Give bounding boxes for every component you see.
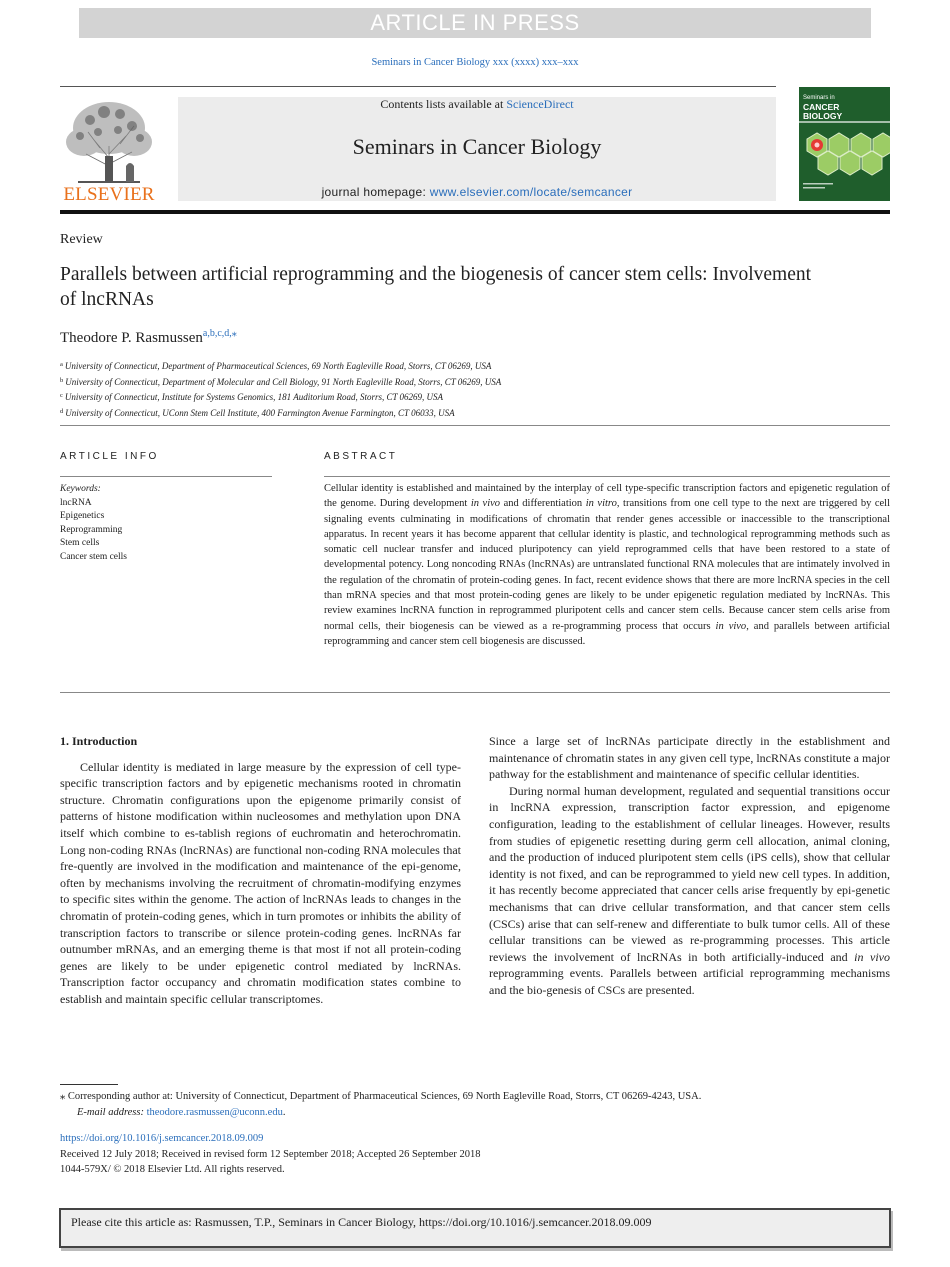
affiliation-c: $^c$ University of Connecticut, Institute for Systems Genomics, 181 Auditorium Road, Storrs, CT 06269, USA: [60, 392, 444, 403]
footnote-text: ⁎ Corresponding author at: University of Connecticut, Department of Pharmaceutical Sciences, 69 North Eagleville Road, Storrs, CT 06269-4243, USA.: [60, 1091, 702, 1102]
divider-below-abstract: [60, 692, 890, 693]
journal-reference[interactable]: Seminars in Cancer Biology xxx (xxxx) xxx–xxx: [371, 57, 579, 68]
body-column-left: [60, 733, 461, 1008]
cover-cell-graphic: [799, 87, 890, 201]
body-paragraph: Cellular identity is mediated in large measure by the expression of cell type-specific transcription factors and by epigenetic mechanisms rooted in chromatin structure. Chromatin configurations upon the epigenome primarily consist of patterns of histone modification within nucleosomes and methylation upon DNA itself which combine to es-tablish regions of euchromatin and heterochromatin. Long non-coding RNAs (lncRNAs) are functional non-coding RNA molecules that fre-quently are involved in the modification and maintenance of the epi-genome, often by mechanisms involving the recruitment of chromatin-modifying enzymes to specific sites within the genome. The action of lncRNAs leads to changes in the chromatin of protein-coding genes, which in turn promotes or inhibits the ability of transcription factors to transcribe or silence protein-coding genes. lncRNAs far outnumber mRNAs, and an emerging theme is that most if not all protein-coding genes are likely to be under epigenetic control mediated by lncRNAs. Transcription factor occupancy and chromatin modification states combine to establish and maintain specific cellular transcriptomes.: [60, 759, 461, 1006]
article-title: Parallels between artificial reprogramming and the biogenesis of cancer stem cells: Involvement of lncRNAs: [60, 264, 812, 310]
keywords-block: [60, 483, 127, 565]
keyword-item: Epigenetics: [60, 511, 105, 522]
article-info-heading: ARTICLE INFO: [60, 451, 159, 462]
citation-text: Please cite this article as: Rasmussen, T.P., Seminars in Cancer Biology, https://doi.org/10.1016/j.semcancer.2018.09.009: [71, 1215, 652, 1229]
banner-text: ARTICLE IN PRESS: [370, 10, 580, 35]
journal-title: Seminars in Cancer Biology: [352, 134, 602, 159]
section-heading-introduction: 1. Introduction: [60, 734, 138, 748]
author-name: Theodore P. Rasmussen: [60, 330, 203, 346]
cover-word-biology: BIOLOGY: [803, 110, 843, 121]
email-label: E-mail address:: [77, 1106, 144, 1118]
footnote-rule: [60, 1084, 118, 1085]
keyword-item: Stem cells: [60, 538, 100, 549]
top-rule: [60, 86, 776, 87]
body-paragraph: Since a large set of lncRNAs participate directly in the establishment and maintenance of chromatin states in any given cell type, lncRNAs constitute a major pathway for the establishment and maintenance of specific cellular identities.: [489, 734, 890, 782]
keyword-item: lncRNA: [60, 497, 92, 508]
author-email-link[interactable]: theodore.rasmussen@uconn.edu: [146, 1106, 283, 1118]
corresponding-author-footnote: [60, 1089, 890, 1120]
author-affiliation-marks[interactable]: a,b,c,d,⁎: [202, 328, 237, 339]
body-column-right: [489, 733, 890, 999]
affiliations: [60, 358, 860, 420]
keyword-item: Reprogramming: [60, 524, 123, 535]
doi-link[interactable]: https://doi.org/10.1016/j.semcancer.2018.09.009: [60, 1133, 264, 1144]
article-history: [60, 1131, 890, 1178]
affiliation-b: $^b$ University of Connecticut, Department of Molecular and Cell Biology, 91 North Eagleville Road, Storrs, CT 06269, USA: [60, 376, 502, 387]
divider-above-info: [60, 425, 890, 426]
copyright-line: 1044-579X/ © 2018 Elsevier Ltd. All rights reserved.: [60, 1164, 285, 1175]
homepage-link[interactable]: www.elsevier.com/locate/semcancer: [429, 185, 633, 199]
abstract-heading: ABSTRACT: [324, 451, 398, 462]
contents-prefix: Contents lists available at: [380, 97, 504, 111]
article-type: Review: [60, 232, 103, 247]
sciencedirect-link[interactable]: ScienceDirect: [506, 97, 574, 111]
abstract-rule: [324, 476, 890, 477]
journal-cover-thumbnail[interactable]: [799, 87, 890, 201]
elsevier-wordmark: ELSEVIER: [63, 184, 155, 205]
author-line: [60, 328, 237, 347]
footnote-email-line: E-mail address: theodore.rasmussen@uconn.edu.: [77, 1106, 286, 1118]
keywords-heading: Keywords:: [60, 484, 101, 494]
body-paragraph: During normal human development, regulated and sequential transitions occur in lncRNA expression, transcription factor expression, and epigenome configuration, leading to the establishment of cellular lineages. However, results from studies of epigenetic resetting during germ cell allocation, animal cloning, and the production of induced pluripotent stem cells (iPS cells), show that cellular identity is not fixed, and can be reprogrammed to yield new cell types. In addition, it has recently become appreciated that cancer cells arise frequently by epi-genetic mechanisms that can drive cellular transformation, and that cancer stem cells (CSCs) arise that can self-renew and differentiate to bulk tumor cells. All of these cellular transitions can be viewed as re-programming processes. This article reviews the involvement of lncRNAs in both artificially-induced and in vivo reprogramming events. Parallels between artificial reprogramming mechanisms and the bio-genesis of CSCs are presented.: [489, 783, 890, 997]
keyword-item: Cancer stem cells: [60, 551, 128, 562]
cover-line-1: Seminars in: [803, 95, 835, 101]
cover-word-cancer: CANCER: [803, 102, 840, 112]
abstract-text: Cellular identity is established and maintained by the interplay of cell type-specific transcription factors and epigenetic regulation of the genome. During development in vivo and differentiation in vitro, transitions from one cell type to the next are triggered by cell signaling events culminating in modifications of chromatin that render genes accessible or inaccessible to the transcriptional apparatus. In recent years it has become apparent that cellular identity is plastic, and technological reprogramming methods such as somatic cell nuclear transfer and induced pluripotency can yield reprogrammed cells that have been restored to a state of developmental potency. Long noncoding RNAs (lncRNAs) are untranslated functional RNA molecules that are intimately involved in the regulation of the chromatin of protein-coding genes. In fact, recent evidence shows that there are more lncRNA species in the cell than mRNA species and that most protein-coding genes are likely to be under epigenetic regulation mediated by lncRNAs. This review examines lncRNA function in reprogrammed pluripotent cells and cancer stem cells. Because cancer stem cells arise from normal cells, their biogenesis can be viewed as a re-programming process that occurs in vivo, and parallels between artificial reprogramming and cancer stem cell biogenesis are discussed.: [324, 483, 891, 647]
journal-masthead: [178, 97, 776, 201]
header-thick-rule: [60, 210, 890, 214]
article-in-press-banner: [79, 8, 871, 38]
affiliation-d: $^d$ University of Connecticut, UConn Stem Cell Institute, 400 Farmington Avenue Farmington, CT 06033, USA: [60, 407, 455, 418]
article-info-rule: [60, 476, 272, 477]
citation-box: [59, 1208, 891, 1248]
affiliation-a: $^a$ University of Connecticut, Department of Pharmaceutical Sciences, 69 North Eagleville Road, Storrs, CT 06269, USA: [60, 361, 492, 371]
contents-line: [178, 97, 776, 112]
received-dates: Received 12 July 2018; Received in revised form 12 September 2018; Accepted 26 September 2018: [60, 1148, 481, 1160]
journal-homepage-line: [178, 185, 776, 199]
homepage-prefix: journal homepage:: [321, 185, 427, 199]
